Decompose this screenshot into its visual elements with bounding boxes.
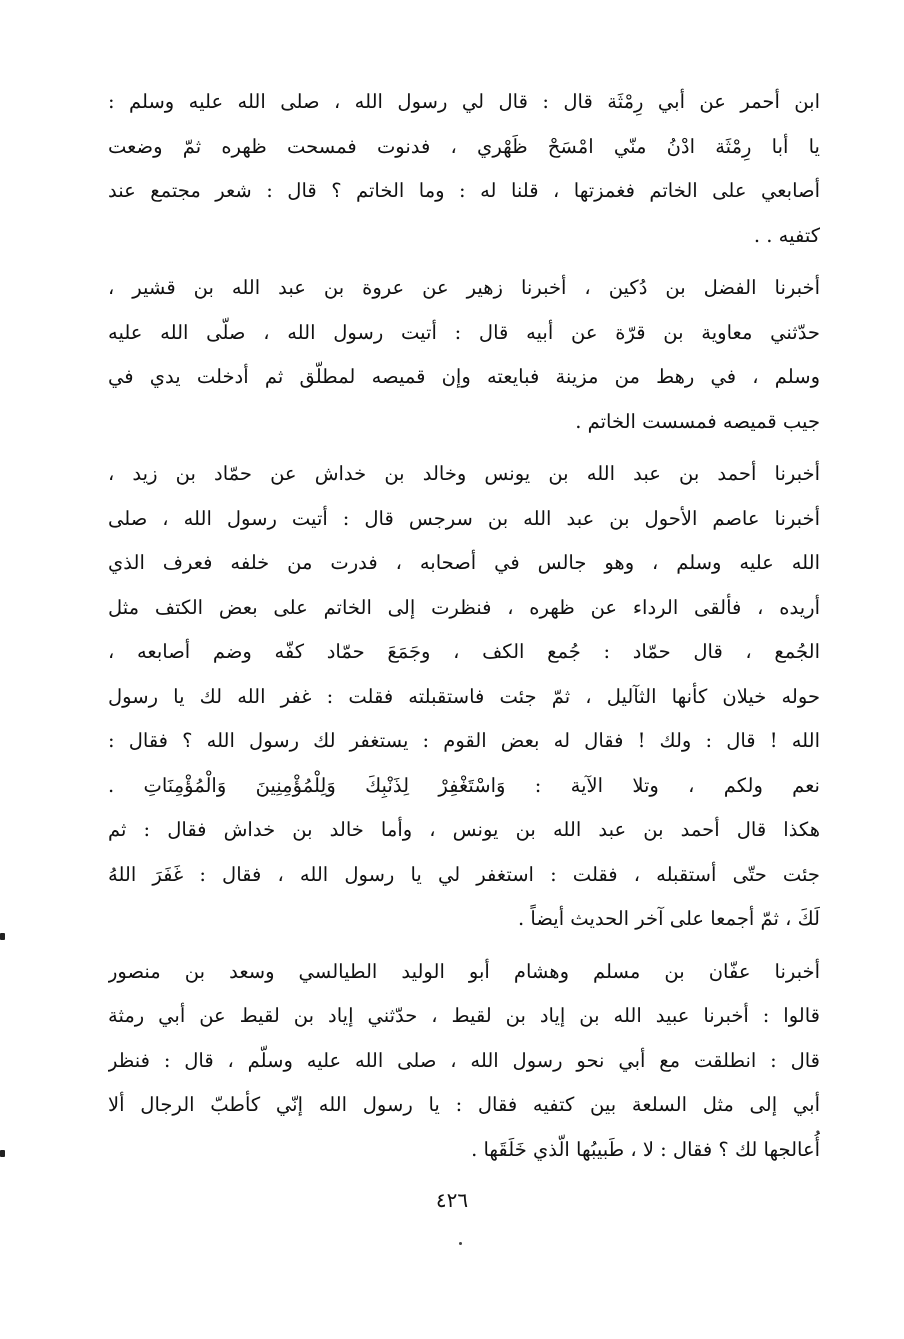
- paragraph-gap: [108, 258, 820, 266]
- page-number: ٤٢٦: [435, 1188, 469, 1212]
- paragraph-2: [108, 266, 820, 444]
- text-line: حوله خيلان كأنها الثآليل ، ثمّ جئت فاستقبلته فقلت : غفر الله لك يا رسول: [108, 684, 820, 708]
- text-line: أصابعي على الخاتم فغمزتها ، قلنا له : وما الخاتم ؟ قال : شعر مجتمع عند: [108, 179, 820, 202]
- scan-speck: [459, 1242, 462, 1245]
- text-line: أبي إلى مثل السلعة بين كتفيه فقال : يا رسول الله إنّي كأطبّ الرجال ألا: [108, 1093, 820, 1116]
- text-line: أُعالجها لك ؟ فقال : لا ، طَبيبُها الّذي خَلَقَها .: [471, 1137, 820, 1161]
- text-line: نعم ولكم ، وتلا الآية : وَاسْتَغْفِرْ لِذَنْبِكَ وَلِلْمُؤْمِنِينَ وَالْمُؤْمِنَاتِ .: [108, 773, 820, 797]
- text-line: لَكَ ، ثمّ أجمعا على آخر الحديث أيضاً .: [518, 907, 820, 930]
- paragraph-4: [108, 950, 820, 1173]
- text-line: أخبرنا عفّان بن مسلم وهشام أبو الوليد الطيالسي وسعد بن منصور: [108, 959, 820, 983]
- text-line: أخبرنا عاصم الأحول بن عبد الله بن سرجس قال : أتيت رسول الله ، صلى: [108, 506, 820, 530]
- text-line: قال : انطلقت مع أبي نحو رسول الله ، صلى الله عليه وسلّم ، قال : فنظر: [108, 1048, 820, 1072]
- text-line: الجُمع ، قال حمّاد : جُمع الكف ، وجَمَعَ حمّاد كفّه وضم أصابعه ،: [108, 640, 820, 663]
- text-line: أريده ، فألقى الرداء عن ظهره ، فنظرت إلى الخاتم على بعض الكتف مثل: [108, 595, 820, 619]
- paragraph-gap: [108, 444, 820, 452]
- text-line: الله ! قال : ولك ! فقال له بعض القوم : يستغفر لك رسول الله ؟ فقال :: [108, 729, 820, 752]
- text-line: جيب قميصه فمسست الخاتم .: [575, 409, 820, 433]
- text-line: أخبرنا أحمد بن عبد الله بن يونس وخالد بن خداش عن حمّاد بن زيد ،: [108, 462, 820, 485]
- margin-mark: [0, 1150, 5, 1157]
- main-text: [108, 80, 820, 1172]
- text-line: أخبرنا الفضل بن دُكين ، أخبرنا زهير عن عروة بن عبد الله بن قشير ،: [108, 276, 820, 299]
- margin-mark: [0, 933, 5, 940]
- text-line: يا أبا رِمْثَة ادْنُ منّي امْسَحْ ظَهْري ، فدنوت فمسحت ظهره ثمّ وضعت: [108, 134, 820, 158]
- text-line: حدّثني معاوية بن قرّة عن أبيه قال : أتيت رسول الله ، صلّى الله عليه: [108, 320, 820, 344]
- text-line: ابن أحمر عن أبي رِمْثَة قال : قال لي رسول الله ، صلى الله عليه وسلم :: [108, 90, 820, 113]
- text-line: قالوا : أخبرنا عبيد الله بن إياد بن لقيط ، حدّثني إياد بن لقيط عن أبي رمثة: [108, 1004, 820, 1027]
- text-line: هكذا قال أحمد بن عبد الله بن يونس ، وأما خالد بن خداش فقال : ثم: [108, 818, 820, 841]
- paragraph-1: [108, 80, 820, 258]
- paragraph-3: [108, 452, 820, 942]
- text-line: جئت حتّى أستقبله ، فقلت : استغفر لي يا رسول الله ، فقال : غَفَرَ اللهُ: [108, 862, 820, 886]
- paragraph-gap: [108, 942, 820, 950]
- text-line: وسلم ، في رهط من مزينة فبايعته وإن قميصه لمطلّق ثم أدخلت يدي في: [108, 365, 820, 388]
- text-line: كتفيه . .: [753, 223, 820, 247]
- text-line: الله عليه وسلم ، وهو جالس في أصحابه ، فدرت من خلفه فعرف الذي: [108, 551, 820, 574]
